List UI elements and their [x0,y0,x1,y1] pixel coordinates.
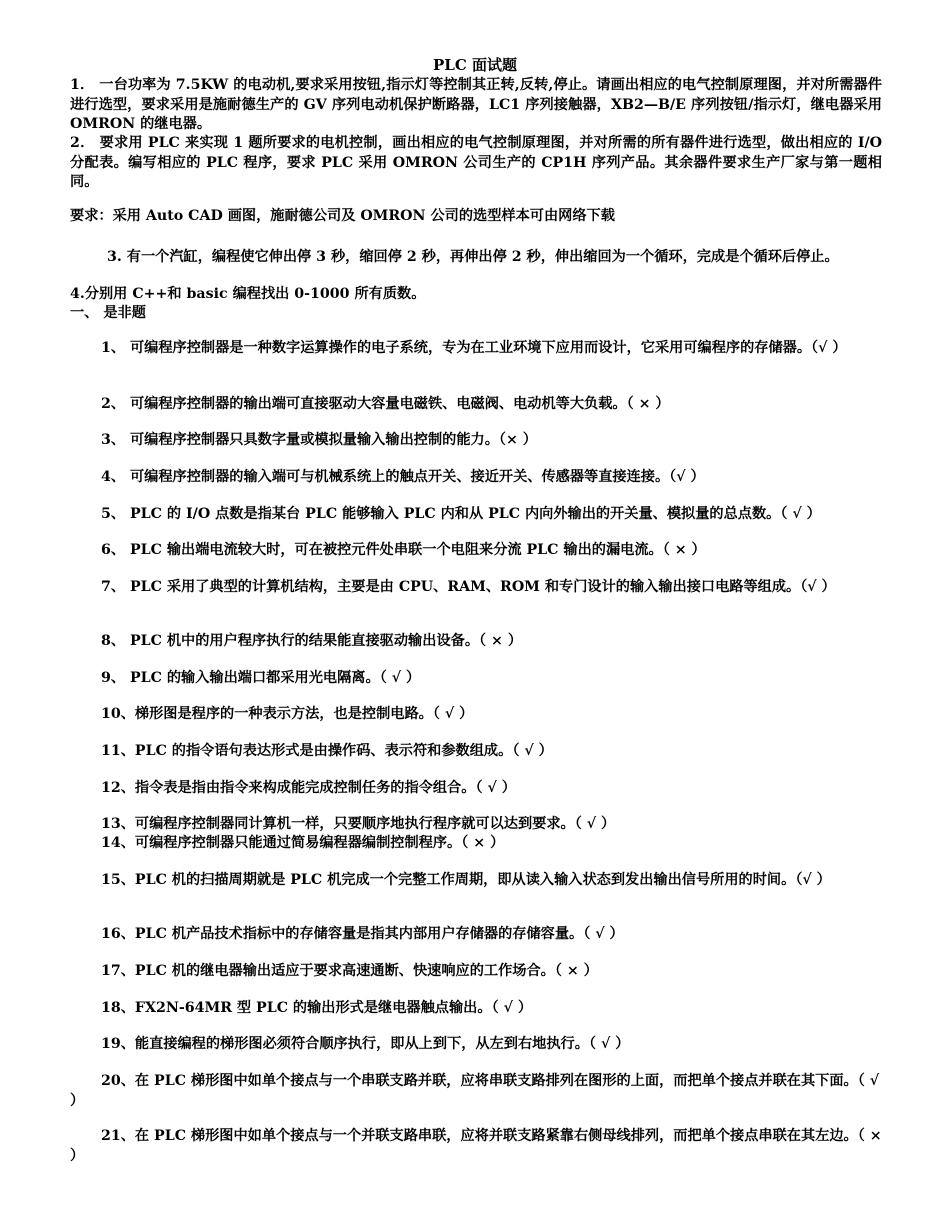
document-title: PLC 面试题 [433,56,517,74]
true-false-item: 11、PLC 的指令语句表达形式是由操作码、表示符和参数组成。（ √ ） [101,743,553,759]
question-1: 1． 一台功率为 7.5KW 的电动机,要求采用按钮,指示灯等控制其正转,反转,停止。请画出相应的电气控制原理图，并对所需器件进行选型，要求采用是施耐德生产的 GV 序列电动机保护断路器，LC1 序列接触器，XB2—B/E 序列按钮/指示灯，继电器采用 OMRON 的继电器。 [70,77,882,133]
true-false-item: 1、 可编程序控制器是一种数字运算操作的电子系统，专为在工业环境下应用而设计，它采用可编程序的存储器。（√ ） [101,340,847,356]
true-false-item: 17、PLC 机的继电器输出适应于要求高速通断、快速响应的工作场合。（ × ） [101,963,598,979]
true-false-item: 5、 PLC 的 I/O 点数是指某台 PLC 能够输入 PLC 内和从 PLC 内向外输出的开关量、模拟量的总点数。（ √ ） [101,506,821,522]
true-false-item: 8、 PLC 机中的用户程序执行的结果能直接驱动输出设备。（ × ） [101,633,523,649]
true-false-item: 21、在 PLC 梯形图中如单个接点与一个并联支路串联，应将并联支路紧靠右侧母线排列，而把单个接点串联在其左边。（ × ） [70,1128,882,1164]
true-false-item: 2、 可编程序控制器的输出端可直接驱动大容量电磁铁、电磁阀、电动机等大负载。（ × ） [101,396,670,412]
true-false-item: 19、能直接编程的梯形图必须符合顺序执行，即从上到下，从左到右地执行。（ √ ） [101,1036,630,1052]
true-false-item: 15、PLC 机的扫描周期就是 PLC 机完成一个完整工作周期，即从读入输入状态到发出输出信号所用的时间。（√ ） [101,872,831,888]
question-3: 3. 有一个汽缸，编程使它伸出停 3 秒，缩回停 2 秒，再伸出停 2 秒，伸出缩回为一个循环，完成是个循环后停止。 [107,249,839,265]
question-2: 2． 要求用 PLC 来实现 1 题所要求的电机控制，画出相应的电气控制原理图，并对所需的所有器件进行选型，做出相应的 I/O 分配表。编写相应的 PLC 程序，要求 PLC 采用 OMRON 公司生产的 CP1H 序列产品。其余器件要求生产厂家与第一题相同。 [70,135,882,191]
true-false-item: 3、 可编程序控制器只具数字量或模拟量输入输出控制的能力。（× ） [101,432,537,448]
true-false-item: 10、梯形图是程序的一种表示方法，也是控制电路。（ √ ） [101,706,474,722]
section-heading: 一、 是非题 [70,305,146,321]
true-false-item: 18、FX2N-64MR 型 PLC 的输出形式是继电器触点输出。（ √ ） [101,1000,533,1016]
true-false-item: 14、可编程序控制器只能通过简易编程器编制控制程序。（ × ） [101,835,505,851]
true-false-item: 16、PLC 机产品技术指标中的存储容量是指其内部用户存储器的存储容量。（ √ ） [101,926,624,942]
true-false-item: 20、在 PLC 梯形图中如单个接点与一个串联支路并联，应将串联支路排列在图形的上面，而把单个接点并联在其下面。（ √ ） [70,1073,880,1109]
true-false-item: 12、指令表是指由指令来构成能完成控制任务的指令组合。（ √ ） [101,780,516,796]
true-false-item: 9、 PLC 的输入输出端口都采用光电隔离。（ √ ） [101,670,421,686]
question-4: 4.分别用 C++和 basic 编程找出 0-1000 所有质数。 [70,286,426,302]
true-false-item: 7、 PLC 采用了典型的计算机结构，主要是由 CPU、RAM、ROM 和专门设计的输入输出接口电路等组成。（√ ） [101,579,836,595]
true-false-item: 4、 可编程序控制器的输入端可与机械系统上的触点开关、接近开关、传感器等直接连接。（√ ） [101,469,705,485]
true-false-item: 13、可编程序控制器同计算机一样，只要顺序地执行程序就可以达到要求。（ √ ） [101,816,616,832]
requirement-note: 要求：采用 Auto CAD 画图，施耐德公司及 OMRON 公司的选型样本可由网络下载 [70,208,615,224]
true-false-item: 6、 PLC 输出端电流较大时，可在被控元件处串联一个电阻来分流 PLC 输出的漏电流。（ × ） [101,542,706,558]
